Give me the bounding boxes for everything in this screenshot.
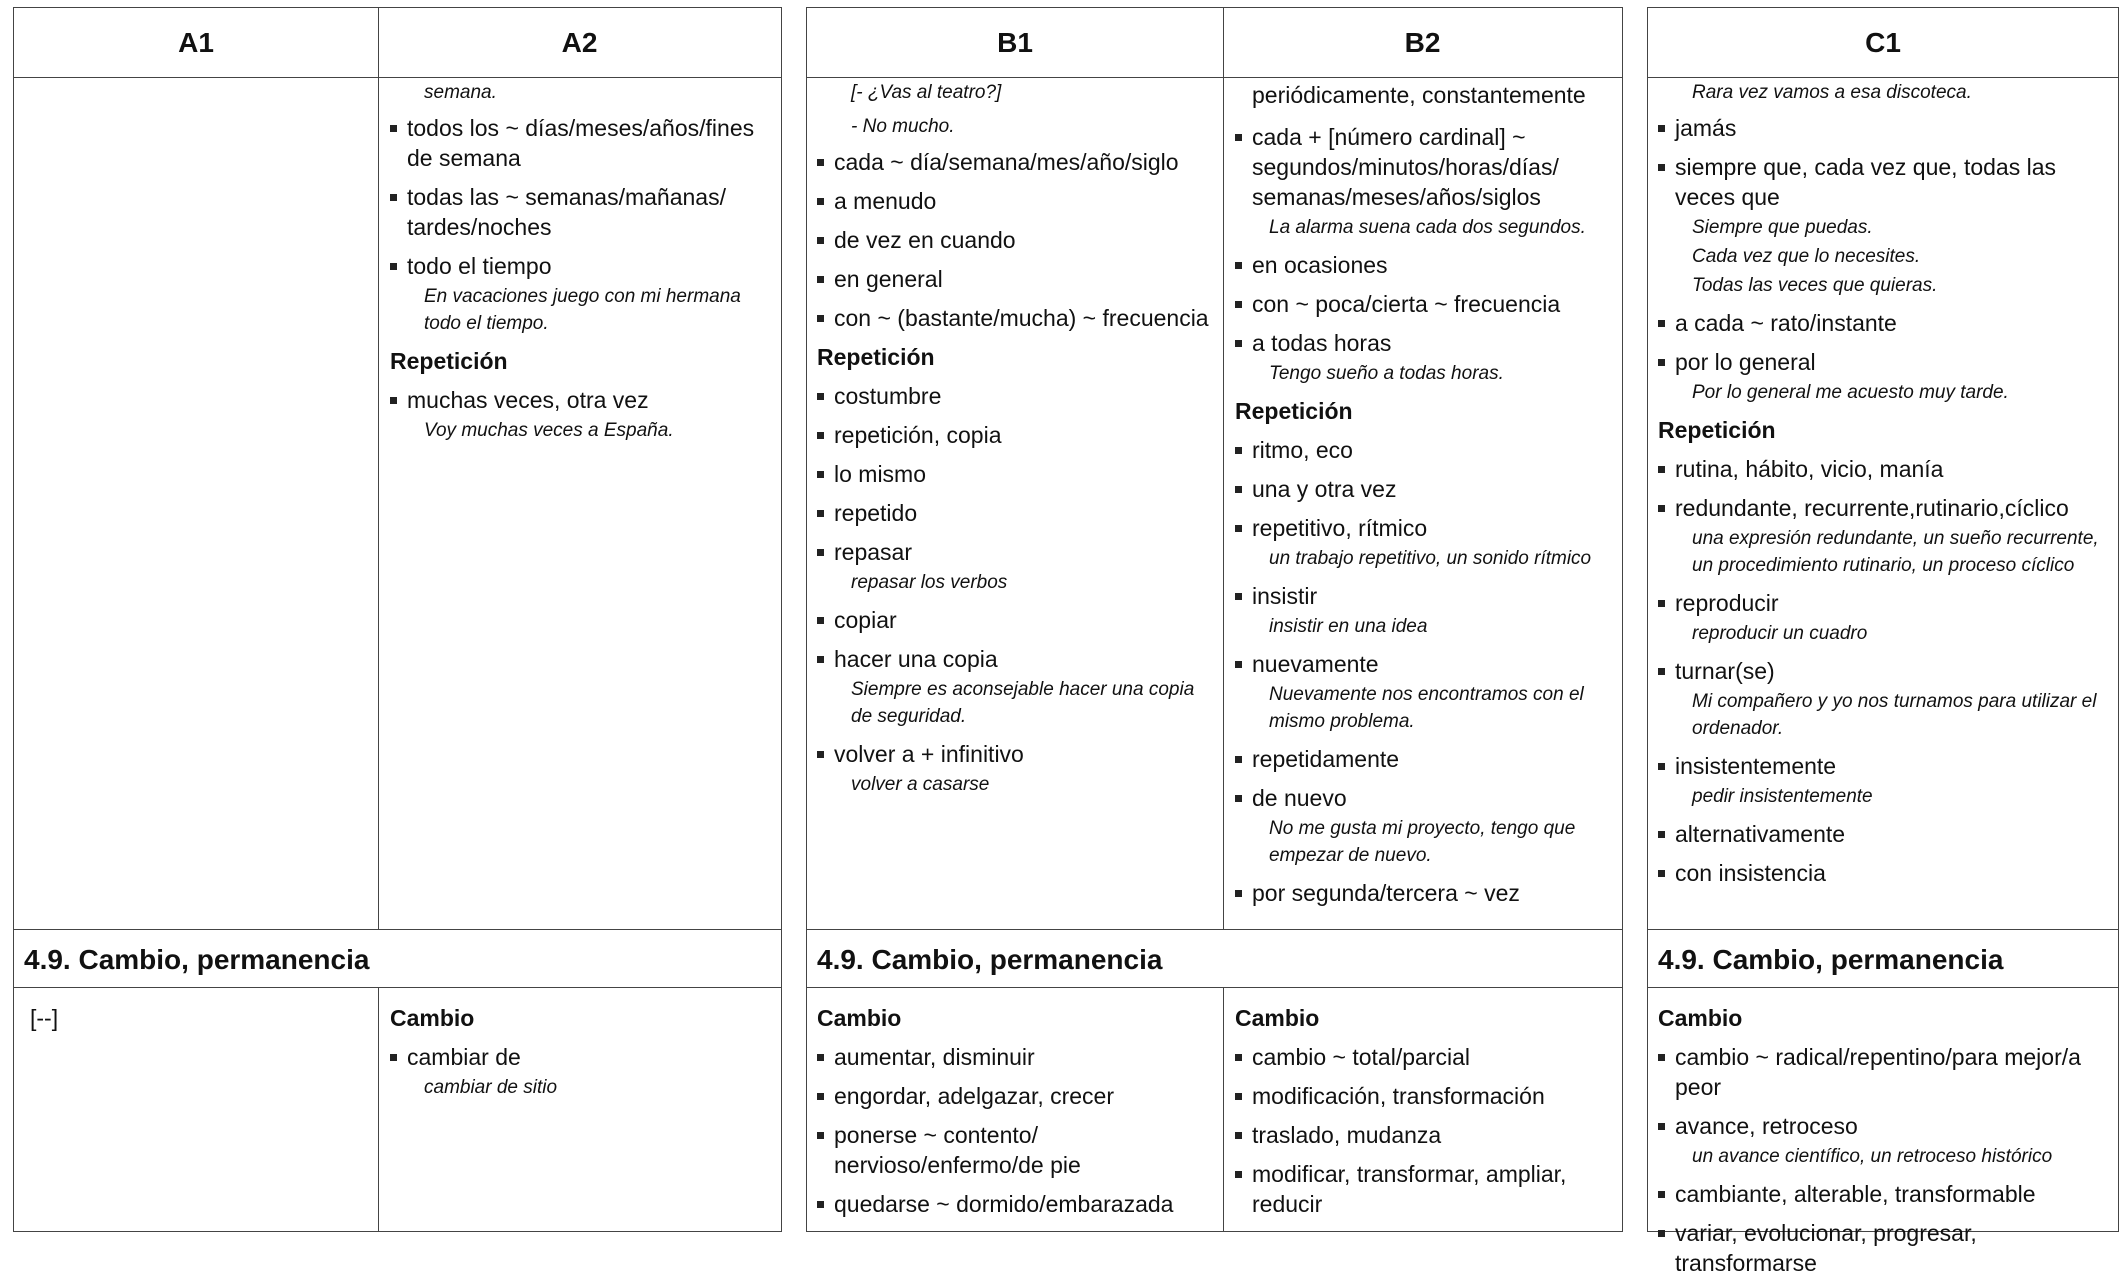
example-text: cambiar de sitio: [424, 1077, 558, 1098]
list-item: todos los ~ días/meses/años/fines de semana: [390, 113, 773, 173]
a1-bottom-cell: [14, 991, 378, 1231]
list-item: costumbre: [817, 381, 1215, 411]
list-item: quedarse ~ dormido/embarazada: [817, 1189, 1215, 1219]
list-item: con insistencia: [1658, 858, 2110, 888]
list-item: modificar, transformar, ampliar, reducir: [1235, 1159, 1614, 1219]
continued-text: periódicamente, constantemente: [1252, 82, 1586, 108]
list-item: cambiante, alterable, transformable: [1658, 1179, 2110, 1209]
subheading-repeticion: Repetición: [390, 348, 508, 374]
subheading-repeticion: Repetición: [1658, 417, 1776, 443]
list-item: cambiar de: [390, 1042, 773, 1072]
list-item: repetidamente: [1235, 744, 1614, 774]
column-divider: [1223, 8, 1224, 929]
b1-bottom-cell: [807, 991, 1223, 1231]
list-item: repetido: [817, 498, 1215, 528]
example-text: Voy muchas veces a España.: [424, 420, 674, 441]
list-item: reproducir: [1658, 588, 2110, 618]
list-item: ritmo, eco: [1235, 435, 1614, 465]
list-item: cada ~ día/semana/mes/año/siglo: [817, 147, 1215, 177]
example-text: Mi compañero y yo nos turnamos para utilizar el ordenador.: [1692, 691, 2097, 739]
subheading-cambio: Cambio: [390, 1005, 475, 1031]
header-a1: A1: [14, 8, 378, 78]
example-text: repasar los verbos: [851, 572, 1008, 593]
example-text: un avance científico, un retroceso histórico: [1692, 1146, 2053, 1167]
row-divider: [807, 987, 1622, 988]
header-b1: B1: [807, 8, 1223, 78]
subheading-repeticion: Repetición: [1235, 398, 1353, 424]
c1-top-cell: [1648, 82, 2118, 928]
list-item: aumentar, disminuir: [817, 1042, 1215, 1072]
list-item: a cada ~ rato/instante: [1658, 308, 2110, 338]
list-item: a todas horas: [1235, 328, 1614, 358]
list-item: todo el tiempo: [390, 251, 773, 281]
subheading-cambio: Cambio: [817, 1005, 902, 1031]
list-item: insistentemente: [1658, 751, 2110, 781]
example-text: La alarma suena cada dos segundos.: [1269, 217, 1586, 238]
table-c-levels: [1647, 7, 2119, 1276]
list-item: cambio ~ radical/repentino/para mejor/a peor: [1658, 1042, 2110, 1102]
example-text: No me gusta mi proyecto, tengo que empezar de nuevo.: [1269, 818, 1576, 866]
subheading-cambio: Cambio: [1658, 1005, 1743, 1031]
list-item: en ocasiones: [1235, 250, 1614, 280]
header-a2: A2: [378, 8, 781, 78]
list-item: repetición, copia: [817, 420, 1215, 450]
subheading-cambio: Cambio: [1235, 1005, 1320, 1031]
list-item: copiar: [817, 605, 1215, 635]
subheading-repeticion: Repetición: [817, 344, 935, 370]
section-title: 4.9. Cambio, permanencia: [24, 944, 370, 975]
list-item: de nuevo: [1235, 783, 1614, 813]
column-divider: [378, 8, 379, 929]
example-text: Todas las veces que quieras.: [1692, 275, 1938, 296]
example-text: Rara vez vamos a esa discoteca.: [1692, 82, 1972, 103]
a2-top-cell: [380, 82, 781, 928]
list-item: por lo general: [1658, 347, 2110, 377]
b2-top-cell: [1225, 82, 1622, 928]
list-item: insistir: [1235, 581, 1614, 611]
section-title: 4.9. Cambio, permanencia: [817, 944, 1163, 975]
b1-top-cell: [807, 82, 1223, 928]
table-b-levels: [806, 7, 1623, 1232]
list-item: cambio ~ total/parcial: [1235, 1042, 1614, 1072]
example-text: semana.: [424, 82, 497, 103]
example-text: insistir en una idea: [1269, 616, 1428, 637]
example-text: En vacaciones juego con mi hermana todo el tiempo.: [424, 286, 741, 334]
list-item: hacer una copia: [817, 644, 1215, 674]
a1-top-cell: [14, 82, 378, 928]
column-divider: [1223, 987, 1224, 1231]
c1-bottom-cell: [1648, 991, 2118, 1276]
list-item: todas las ~ semanas/mañanas/ tardes/noches: [390, 182, 773, 242]
row-divider: [14, 929, 781, 930]
list-item: turnar(se): [1658, 656, 2110, 686]
list-item: volver a + infinitivo: [817, 739, 1215, 769]
list-item: a menudo: [817, 186, 1215, 216]
a2-bottom-cell: [380, 991, 781, 1231]
header-c1: C1: [1648, 8, 2118, 78]
b2-bottom-cell: [1225, 991, 1622, 1231]
list-item: siempre que, cada vez que, todas las veces que: [1658, 152, 2110, 212]
example-text: Siempre que puedas.: [1692, 217, 1873, 238]
list-item: variar, evolucionar, progresar, transformarse: [1658, 1218, 2110, 1278]
list-item: nuevamente: [1235, 649, 1614, 679]
list-item: una y otra vez: [1235, 474, 1614, 504]
list-item: redundante, recurrente,rutinario,cíclico: [1658, 493, 2110, 523]
table-a-levels: [13, 7, 782, 1232]
list-item: de vez en cuando: [817, 225, 1215, 255]
header-b2: B2: [1223, 8, 1622, 78]
list-item: ponerse ~ contento/ nervioso/enfermo/de pie: [817, 1120, 1215, 1180]
list-item: con ~ (bastante/mucha) ~ frecuencia: [817, 303, 1215, 333]
list-item: jamás: [1658, 113, 2110, 143]
list-item: muchas veces, otra vez: [390, 385, 773, 415]
row-divider: [1648, 987, 2118, 988]
example-text: Cada vez que lo necesites.: [1692, 246, 1921, 267]
list-item: lo mismo: [817, 459, 1215, 489]
list-item: modificación, transformación: [1235, 1081, 1614, 1111]
list-item: engordar, adelgazar, crecer: [817, 1081, 1215, 1111]
list-item: cada + [número cardinal] ~ segundos/minutos/horas/días/ semanas/meses/años/siglos: [1235, 122, 1614, 212]
example-text: [- ¿Vas al teatro?]: [851, 82, 1002, 103]
list-item: avance, retroceso: [1658, 1111, 2110, 1141]
row-divider: [1648, 929, 2118, 930]
example-text: un trabajo repetitivo, un sonido rítmico: [1269, 548, 1592, 569]
list-item: rutina, hábito, vicio, manía: [1658, 454, 2110, 484]
section-title: 4.9. Cambio, permanencia: [1658, 944, 2004, 975]
example-text: Por lo general me acuesto muy tarde.: [1692, 382, 2009, 403]
list-item: alternativamente: [1658, 819, 2110, 849]
example-text: Tengo sueño a todas horas.: [1269, 363, 1504, 384]
row-divider: [14, 987, 781, 988]
example-text: Siempre es aconsejable hacer una copia de seguridad.: [851, 679, 1195, 727]
example-text: volver a casarse: [851, 774, 990, 795]
empty-marker: [--]: [30, 1005, 59, 1031]
column-divider: [378, 987, 379, 1231]
example-text: - No mucho.: [851, 116, 955, 137]
list-item: en general: [817, 264, 1215, 294]
list-item: repetitivo, rítmico: [1235, 513, 1614, 543]
example-text: reproducir un cuadro: [1692, 623, 1868, 644]
list-item: con ~ poca/cierta ~ frecuencia: [1235, 289, 1614, 319]
list-item: repasar: [817, 537, 1215, 567]
list-item: traslado, mudanza: [1235, 1120, 1614, 1150]
list-item: por segunda/tercera ~ vez: [1235, 878, 1614, 908]
row-divider: [807, 929, 1622, 930]
example-text: Nuevamente nos encontramos con el mismo problema.: [1269, 684, 1584, 732]
example-text: una expresión redundante, un sueño recurrente, un procedimiento rutinario, un proceso cíclico: [1692, 528, 2099, 576]
example-text: pedir insistentemente: [1692, 786, 1873, 807]
